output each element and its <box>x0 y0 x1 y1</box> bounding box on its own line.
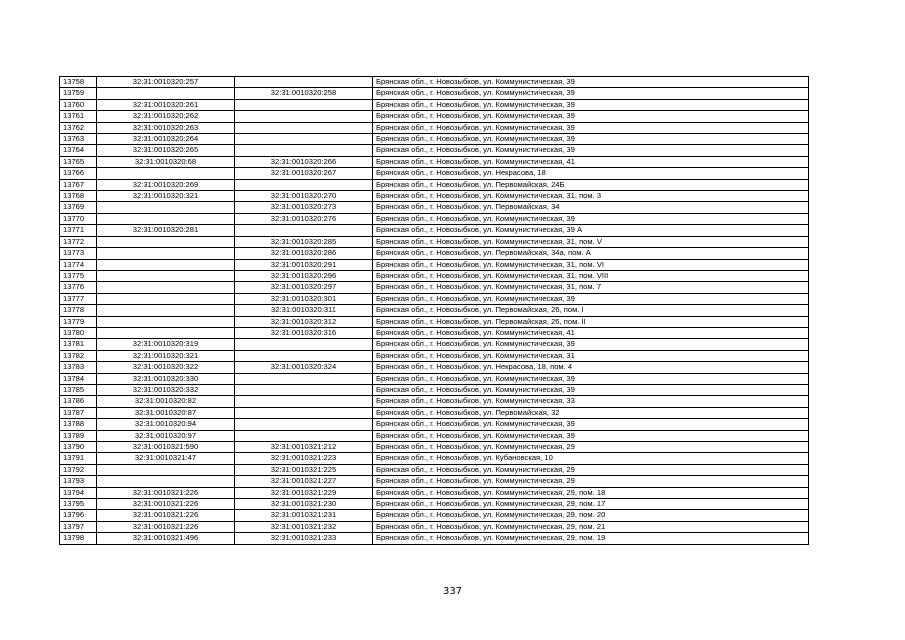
land-cadastral-number-cell: 32:31:0010321:226 <box>97 521 235 532</box>
object-cadastral-number-cell <box>235 134 373 145</box>
row-number-cell: 13797 <box>60 521 97 532</box>
address-cell: Брянская обл., г. Новозыбков, ул. Коммунистическая, 41 <box>373 327 809 338</box>
table-row <box>60 327 809 338</box>
object-cadastral-number-cell: 32:31:0010320:301 <box>235 293 373 304</box>
address-cell: Брянская обл., г. Новозыбков, ул. Коммунистическая, 31, пом. VI <box>373 259 809 270</box>
table-row <box>60 362 809 373</box>
address-cell: Брянская обл., г. Новозыбков, ул. Коммунистическая, 29 <box>373 464 809 475</box>
address-cell: Брянская обл., г. Новозыбков, ул. Коммунистическая, 29, пом. 21 <box>373 521 809 532</box>
land-cadastral-number-cell: 32:31:0010320:264 <box>97 134 235 145</box>
object-cadastral-number-cell: 32:31:0010321:223 <box>235 453 373 464</box>
address-cell: Брянская обл., г. Новозыбков, ул. Первомайская, 26, пом. II <box>373 316 809 327</box>
table-row <box>60 202 809 213</box>
row-number-cell: 13779 <box>60 316 97 327</box>
land-cadastral-number-cell: 32:31:0010320:262 <box>97 111 235 122</box>
row-number-cell: 13789 <box>60 430 97 441</box>
table-row <box>60 453 809 464</box>
object-cadastral-number-cell <box>235 419 373 430</box>
row-number-cell: 13766 <box>60 168 97 179</box>
row-number-cell: 13773 <box>60 248 97 259</box>
address-cell: Брянская обл., г. Новозыбков, ул. Коммунистическая, 31, пом. VIII <box>373 270 809 281</box>
table-row <box>60 430 809 441</box>
table-row <box>60 77 809 88</box>
table-row <box>60 533 809 544</box>
table-row <box>60 293 809 304</box>
object-cadastral-number-cell <box>235 225 373 236</box>
land-cadastral-number-cell: 32:31:0010320:82 <box>97 396 235 407</box>
register-table-body <box>60 77 809 545</box>
object-cadastral-number-cell: 32:31:0010320:312 <box>235 316 373 327</box>
address-cell: Брянская обл., г. Новозыбков, ул. Коммунистическая, 39 А <box>373 225 809 236</box>
row-number-cell: 13770 <box>60 213 97 224</box>
address-cell: Брянская обл., г. Новозыбков, ул. Коммунистическая, 31, пом. 3 <box>373 191 809 202</box>
table-row <box>60 156 809 167</box>
object-cadastral-number-cell <box>235 111 373 122</box>
address-cell: Брянская обл., г. Новозыбков, ул. Коммунистическая, 39 <box>373 213 809 224</box>
row-number-cell: 13795 <box>60 499 97 510</box>
table-row <box>60 499 809 510</box>
address-cell: Брянская обл., г. Новозыбков, ул. Коммунистическая, 29, пом. 18 <box>373 487 809 498</box>
row-number-cell: 13794 <box>60 487 97 498</box>
table-row <box>60 134 809 145</box>
land-cadastral-number-cell <box>97 168 235 179</box>
row-number-cell: 13790 <box>60 442 97 453</box>
object-cadastral-number-cell: 32:31:0010320:296 <box>235 270 373 281</box>
row-number-cell: 13762 <box>60 122 97 133</box>
land-cadastral-number-cell: 32:31:0010320:321 <box>97 191 235 202</box>
land-cadastral-number-cell: 32:31:0010320:319 <box>97 339 235 350</box>
land-cadastral-number-cell <box>97 270 235 281</box>
row-number-cell: 13759 <box>60 88 97 99</box>
object-cadastral-number-cell: 32:31:0010320:297 <box>235 282 373 293</box>
address-cell: Брянская обл., г. Новозыбков, ул. Коммунистическая, 29 <box>373 476 809 487</box>
land-cadastral-number-cell: 32:31:0010320:269 <box>97 179 235 190</box>
land-cadastral-number-cell: 32:31:0010320:257 <box>97 77 235 88</box>
table-row <box>60 396 809 407</box>
table-row <box>60 464 809 475</box>
object-cadastral-number-cell: 32:31:0010320:273 <box>235 202 373 213</box>
object-cadastral-number-cell: 32:31:0010321:230 <box>235 499 373 510</box>
table-row <box>60 88 809 99</box>
object-cadastral-number-cell <box>235 99 373 110</box>
object-cadastral-number-cell: 32:31:0010320:276 <box>235 213 373 224</box>
address-cell: Брянская обл., г. Новозыбков, ул. Коммунистическая, 39 <box>373 111 809 122</box>
object-cadastral-number-cell: 32:31:0010320:266 <box>235 156 373 167</box>
address-cell: Брянская обл., г. Новозыбков, ул. Первомайская, 32 <box>373 407 809 418</box>
land-cadastral-number-cell: 32:31:0010321:47 <box>97 453 235 464</box>
object-cadastral-number-cell: 32:31:0010321:231 <box>235 510 373 521</box>
row-number-cell: 13777 <box>60 293 97 304</box>
object-cadastral-number-cell: 32:31:0010320:316 <box>235 327 373 338</box>
object-cadastral-number-cell: 32:31:0010321:227 <box>235 476 373 487</box>
land-cadastral-number-cell <box>97 213 235 224</box>
address-cell: Брянская обл., г. Новозыбков, ул. Коммунистическая, 29, пом. 20 <box>373 510 809 521</box>
address-cell: Брянская обл., г. Новозыбков, ул. Коммунистическая, 39 <box>373 430 809 441</box>
address-cell: Брянская обл., г. Новозыбков, ул. Первомайская, 26, пом. I <box>373 305 809 316</box>
table-row <box>60 384 809 395</box>
object-cadastral-number-cell <box>235 350 373 361</box>
object-cadastral-number-cell <box>235 396 373 407</box>
address-cell: Брянская обл., г. Новозыбков, ул. Первомайская, 24Б <box>373 179 809 190</box>
object-cadastral-number-cell <box>235 339 373 350</box>
land-cadastral-number-cell <box>97 88 235 99</box>
object-cadastral-number-cell <box>235 384 373 395</box>
table-row <box>60 339 809 350</box>
row-number-cell: 13787 <box>60 407 97 418</box>
land-cadastral-number-cell: 32:31:0010321:226 <box>97 510 235 521</box>
table-row <box>60 476 809 487</box>
table-row <box>60 270 809 281</box>
object-cadastral-number-cell <box>235 373 373 384</box>
table-row <box>60 419 809 430</box>
object-cadastral-number-cell: 32:31:0010320:286 <box>235 248 373 259</box>
address-cell: Брянская обл., г. Новозыбков, ул. Коммунистическая, 39 <box>373 77 809 88</box>
land-cadastral-number-cell: 32:31:0010320:68 <box>97 156 235 167</box>
object-cadastral-number-cell: 32:31:0010321:212 <box>235 442 373 453</box>
address-cell: Брянская обл., г. Новозыбков, ул. Кубановская, 10 <box>373 453 809 464</box>
address-cell: Брянская обл., г. Новозыбков, ул. Коммунистическая, 31, пом. 7 <box>373 282 809 293</box>
row-number-cell: 13788 <box>60 419 97 430</box>
address-cell: Брянская обл., г. Новозыбков, ул. Коммунистическая, 33 <box>373 396 809 407</box>
table-row <box>60 225 809 236</box>
address-cell: Брянская обл., г. Новозыбков, ул. Коммунистическая, 39 <box>373 384 809 395</box>
row-number-cell: 13768 <box>60 191 97 202</box>
row-number-cell: 13761 <box>60 111 97 122</box>
row-number-cell: 13775 <box>60 270 97 281</box>
land-cadastral-number-cell <box>97 476 235 487</box>
land-cadastral-number-cell: 32:31:0010321:590 <box>97 442 235 453</box>
row-number-cell: 13786 <box>60 396 97 407</box>
address-cell: Брянская обл., г. Новозыбков, ул. Коммунистическая, 39 <box>373 373 809 384</box>
table-row <box>60 248 809 259</box>
row-number-cell: 13776 <box>60 282 97 293</box>
land-cadastral-number-cell: 32:31:0010320:263 <box>97 122 235 133</box>
land-cadastral-number-cell: 32:31:0010320:330 <box>97 373 235 384</box>
land-cadastral-number-cell <box>97 464 235 475</box>
land-cadastral-number-cell: 32:31:0010320:332 <box>97 384 235 395</box>
table-row <box>60 259 809 270</box>
land-cadastral-number-cell <box>97 236 235 247</box>
row-number-cell: 13784 <box>60 373 97 384</box>
land-cadastral-number-cell: 32:31:0010320:261 <box>97 99 235 110</box>
table-row <box>60 179 809 190</box>
object-cadastral-number-cell <box>235 122 373 133</box>
table-row <box>60 510 809 521</box>
address-cell: Брянская обл., г. Новозыбков, ул. Коммунистическая, 39 <box>373 293 809 304</box>
row-number-cell: 13765 <box>60 156 97 167</box>
object-cadastral-number-cell: 32:31:0010320:311 <box>235 305 373 316</box>
land-cadastral-number-cell: 32:31:0010320:265 <box>97 145 235 156</box>
object-cadastral-number-cell: 32:31:0010321:225 <box>235 464 373 475</box>
table-row <box>60 99 809 110</box>
row-number-cell: 13774 <box>60 259 97 270</box>
land-cadastral-number-cell: 32:31:0010320:321 <box>97 350 235 361</box>
address-cell: Брянская обл., г. Новозыбков, ул. Коммунистическая, 39 <box>373 134 809 145</box>
table-row <box>60 122 809 133</box>
land-cadastral-number-cell: 32:31:0010321:496 <box>97 533 235 544</box>
row-number-cell: 13778 <box>60 305 97 316</box>
table-row <box>60 145 809 156</box>
land-cadastral-number-cell <box>97 248 235 259</box>
land-cadastral-number-cell: 32:31:0010321:226 <box>97 499 235 510</box>
table-row <box>60 191 809 202</box>
land-cadastral-number-cell: 32:31:0010320:87 <box>97 407 235 418</box>
row-number-cell: 13796 <box>60 510 97 521</box>
address-cell: Брянская обл., г. Новозыбков, ул. Первомайская, 34а, пом. А <box>373 248 809 259</box>
address-cell: Брянская обл., г. Новозыбков, ул. Коммунистическая, 31 <box>373 350 809 361</box>
address-cell: Брянская обл., г. Новозыбков, ул. Коммунистическая, 29, пом. 19 <box>373 533 809 544</box>
address-cell: Брянская обл., г. Новозыбков, ул. Первомайская, 34 <box>373 202 809 213</box>
land-cadastral-number-cell <box>97 316 235 327</box>
object-cadastral-number-cell: 32:31:0010321:233 <box>235 533 373 544</box>
row-number-cell: 13783 <box>60 362 97 373</box>
address-cell: Брянская обл., г. Новозыбков, ул. Некрасова, 18, пом. 4 <box>373 362 809 373</box>
row-number-cell: 13798 <box>60 533 97 544</box>
table-row <box>60 487 809 498</box>
table-row <box>60 305 809 316</box>
object-cadastral-number-cell: 32:31:0010321:229 <box>235 487 373 498</box>
table-row <box>60 373 809 384</box>
object-cadastral-number-cell <box>235 407 373 418</box>
land-cadastral-number-cell: 32:31:0010320:322 <box>97 362 235 373</box>
land-cadastral-number-cell: 32:31:0010320:281 <box>97 225 235 236</box>
object-cadastral-number-cell: 32:31:0010321:232 <box>235 521 373 532</box>
row-number-cell: 13793 <box>60 476 97 487</box>
object-cadastral-number-cell: 32:31:0010320:267 <box>235 168 373 179</box>
row-number-cell: 13764 <box>60 145 97 156</box>
address-cell: Брянская обл., г. Новозыбков, ул. Коммунистическая, 39 <box>373 419 809 430</box>
land-cadastral-number-cell <box>97 305 235 316</box>
page-number: 337 <box>442 586 463 597</box>
land-cadastral-number-cell <box>97 282 235 293</box>
row-number-cell: 13791 <box>60 453 97 464</box>
row-number-cell: 13780 <box>60 327 97 338</box>
object-cadastral-number-cell: 32:31:0010320:291 <box>235 259 373 270</box>
object-cadastral-number-cell: 32:31:0010320:270 <box>235 191 373 202</box>
row-number-cell: 13763 <box>60 134 97 145</box>
object-cadastral-number-cell <box>235 430 373 441</box>
row-number-cell: 13760 <box>60 99 97 110</box>
row-number-cell: 13769 <box>60 202 97 213</box>
address-cell: Брянская обл., г. Новозыбков, ул. Коммунистическая, 39 <box>373 122 809 133</box>
address-cell: Брянская обл., г. Новозыбков, ул. Коммунистическая, 29, пом. 17 <box>373 499 809 510</box>
address-cell: Брянская обл., г. Новозыбков, ул. Коммунистическая, 39 <box>373 339 809 350</box>
object-cadastral-number-cell <box>235 145 373 156</box>
row-number-cell: 13792 <box>60 464 97 475</box>
row-number-cell: 13781 <box>60 339 97 350</box>
row-number-cell: 13782 <box>60 350 97 361</box>
land-cadastral-number-cell <box>97 259 235 270</box>
table-row <box>60 236 809 247</box>
row-number-cell: 13771 <box>60 225 97 236</box>
object-cadastral-number-cell: 32:31:0010320:324 <box>235 362 373 373</box>
table-row <box>60 213 809 224</box>
address-cell: Брянская обл., г. Новозыбков, ул. Коммунистическая, 29 <box>373 442 809 453</box>
address-cell: Брянская обл., г. Новозыбков, ул. Коммунистическая, 39 <box>373 99 809 110</box>
object-cadastral-number-cell <box>235 77 373 88</box>
land-cadastral-number-cell <box>97 293 235 304</box>
address-cell: Брянская обл., г. Новозыбков, ул. Коммунистическая, 39 <box>373 145 809 156</box>
row-number-cell: 13785 <box>60 384 97 395</box>
table-row <box>60 282 809 293</box>
object-cadastral-number-cell <box>235 179 373 190</box>
table-row <box>60 111 809 122</box>
address-cell: Брянская обл., г. Новозыбков, ул. Коммунистическая, 39 <box>373 88 809 99</box>
land-cadastral-number-cell: 32:31:0010321:226 <box>97 487 235 498</box>
table-row <box>60 521 809 532</box>
land-cadastral-number-cell: 32:31:0010320:94 <box>97 419 235 430</box>
table-row <box>60 350 809 361</box>
address-cell: Брянская обл., г. Новозыбков, ул. Коммунистическая, 31, пом. V <box>373 236 809 247</box>
land-cadastral-number-cell <box>97 327 235 338</box>
table-row <box>60 168 809 179</box>
cadastral-register-table <box>59 76 809 545</box>
row-number-cell: 13758 <box>60 77 97 88</box>
address-cell: Брянская обл., г. Новозыбков, ул. Некрасова, 18 <box>373 168 809 179</box>
row-number-cell: 13767 <box>60 179 97 190</box>
land-cadastral-number-cell <box>97 202 235 213</box>
table-row <box>60 442 809 453</box>
object-cadastral-number-cell: 32:31:0010320:285 <box>235 236 373 247</box>
object-cadastral-number-cell: 32:31:0010320:258 <box>235 88 373 99</box>
row-number-cell: 13772 <box>60 236 97 247</box>
address-cell: Брянская обл., г. Новозыбков, ул. Коммунистическая, 41 <box>373 156 809 167</box>
table-row <box>60 316 809 327</box>
table-row <box>60 407 809 418</box>
land-cadastral-number-cell: 32:31:0010320:97 <box>97 430 235 441</box>
